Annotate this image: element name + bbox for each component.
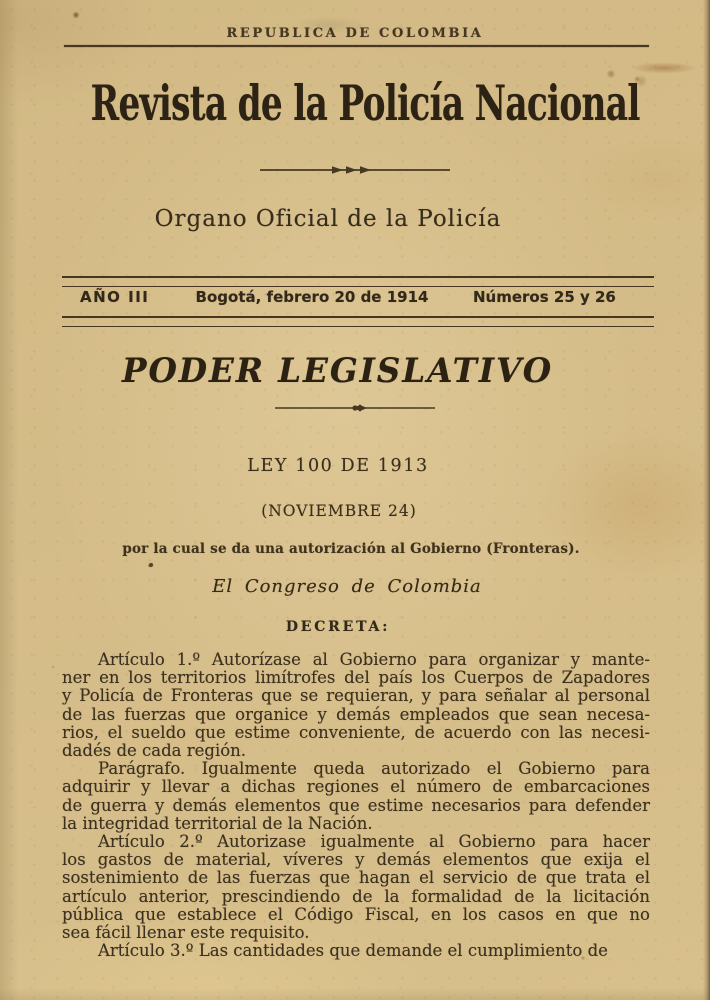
law-heading: LEY 100 DE 1913	[247, 456, 429, 476]
masthead-bottom-rule	[62, 316, 654, 327]
law-body-line: adquirir y llevar a dichas regiones el número de embarcaciones	[62, 777, 650, 797]
masthead-date: Bogotá, febrero 20 de 1914	[195, 288, 429, 306]
law-paragraph	[62, 651, 650, 760]
masthead	[62, 288, 654, 312]
page-subtitle: Organo Oficial de la Policía	[154, 206, 502, 232]
header-rule	[64, 45, 649, 47]
law-date: (NOVIEMBRE 24)	[261, 502, 417, 520]
law-body-line: de guerra y demás elementos que estime necesarios para defender	[62, 795, 650, 815]
law-body-line: Parágrafo. Igualmente queda autorizado el Gobierno para	[98, 759, 650, 779]
law-subject: por la cual se da una autorización al Gobierno (Fronteras).	[122, 541, 580, 557]
law-body-line: y Policía de Fronteras que se requieran, y para señalar al personal	[62, 686, 650, 706]
law-body	[62, 651, 650, 960]
page-title: Revista de la Policía Nacional	[90, 74, 640, 132]
law-body-line: la integridad territorial de la Nación.	[62, 813, 373, 833]
enacting-word: DECRETA:	[285, 619, 391, 635]
masthead-year: AÑO III	[80, 288, 150, 306]
law-body-line: artículo anterior, prescindiendo de la formalidad de la licitación	[62, 886, 650, 906]
law-body-line: sea fácil llenar este requisito.	[62, 923, 310, 943]
country-header: REPUBLICA DE COLOMBIA	[226, 26, 484, 41]
law-body-line: de las fuerzas que organice y demás empleados que sean necesa-	[62, 704, 650, 724]
section-divider-icon	[0, 399, 710, 418]
masthead-issue-numbers: Números 25 y 26	[473, 288, 616, 306]
law-body-line: Artículo 2.º Autorizase igualmente al Gobierno para hacer	[98, 832, 650, 852]
law-paragraph	[62, 833, 650, 942]
title-divider-icon	[0, 161, 710, 180]
law-body-line: los gastos de material, víveres y demás elementos que exija el	[62, 850, 650, 870]
law-paragraph	[62, 760, 650, 833]
ink-speck	[148, 562, 153, 567]
section-title: PODER LEGISLATIVO	[122, 351, 554, 391]
law-body-line: Artículo 1.º Autorízase al Gobierno para organizar y mante-	[98, 650, 650, 669]
law-body-line: rios, el sueldo que estime conveniente, de acuerdo con las necesi-	[62, 722, 650, 742]
law-body-line: pública que establece el Código Fiscal, en los casos en que no	[62, 904, 650, 924]
law-issuer: El Congreso de Colombia	[212, 576, 482, 597]
law-body-line: ner en los territorios limítrofes del país los Cuerpos de Zapadores	[62, 668, 650, 688]
law-body-line: dadés de cada región.	[62, 741, 247, 761]
law-paragraph	[62, 942, 650, 960]
law-body-line: sostenimiento de las fuerzas que hagan el servicio de que trata el	[62, 868, 650, 888]
law-body-line: Artículo 3.º Las cantidades que demande el cumplimiento de	[98, 941, 608, 961]
masthead-top-rule	[62, 276, 654, 287]
